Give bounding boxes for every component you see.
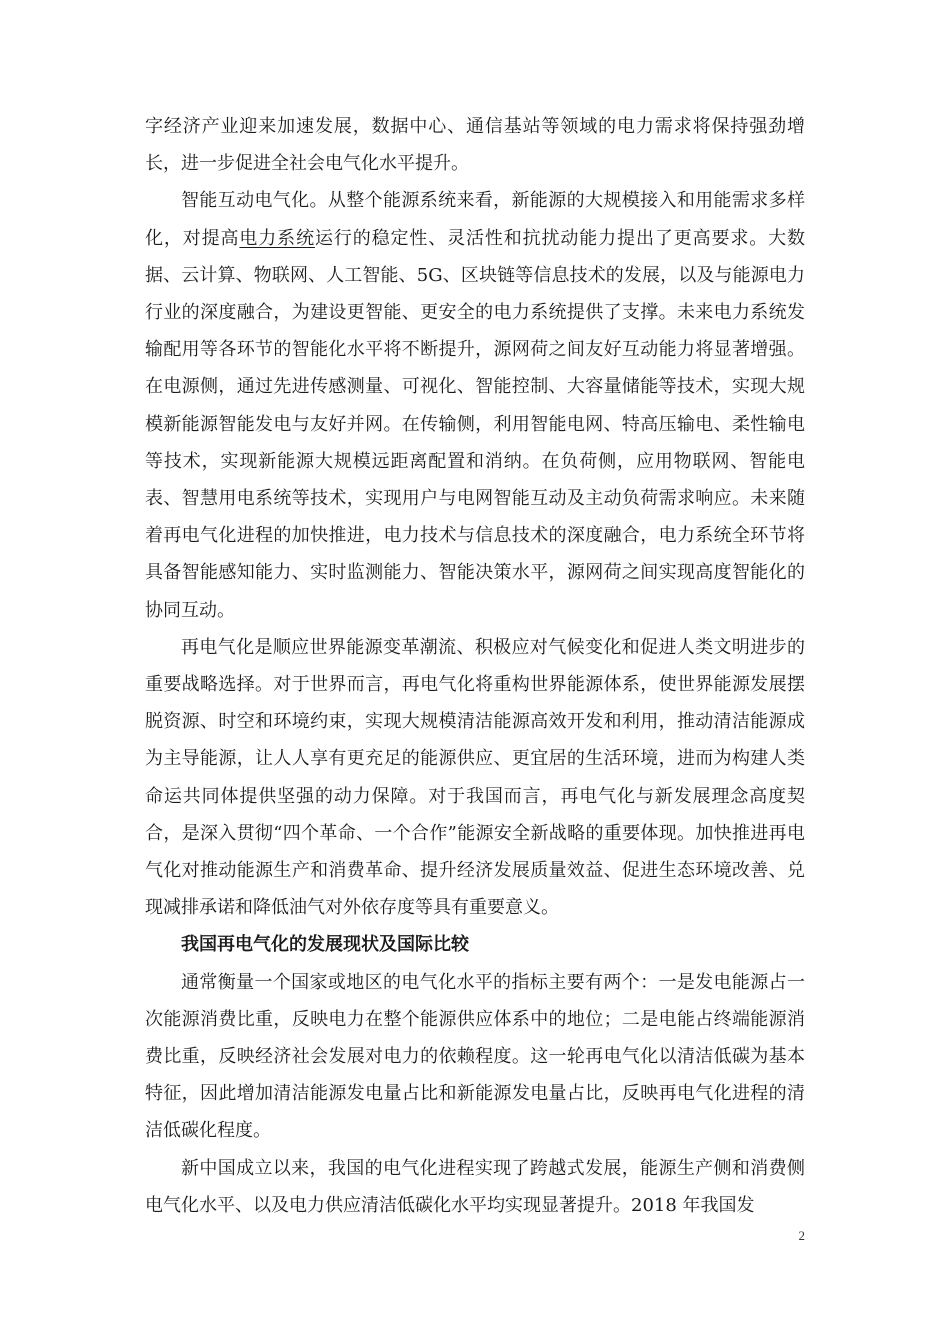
paragraph-text: 智能互动电气化。从整个能源系统来看，新能源的大规模接入和用能需求多样化，对提高 [145, 190, 805, 249]
paragraph-reelectrification-strategy: 再电气化是顺应世界能源变革潮流、积极应对气候变化和促进人类文明进步的重要战略选择。对于世界而言，再电气化将重构世界能源体系，使世界能源发展摆脱资源、时空和环境约束，实现大规模清洁能源高效开发和利用，推动清洁能源成为主导能源，让人人享有更充足的能源供应、更宜居的生活环境，进而为构建人类命运共同体提供坚强的动力保障。对于我国而言，再电气化与新发展理念高度契合，是深入贯彻“四个革命、一个合作”能源安全新战略的重要体现。加快推进再电气化对推动能源生产和消费革命、提升经济发展质量效益、促进生态环境改善、兑现减排承诺和降低油气对外依存度等具有重要意义。 [145, 636, 805, 919]
paragraph-history: 新中国成立以来，我国的电气化进程实现了跨越式发展，能源生产侧和消费侧电气化水平、以及电力供应清洁低碳化水平均实现显著提升。2018 年我国发 [145, 1157, 805, 1216]
paragraph-indicators: 通常衡量一个国家或地区的电气化水平的指标主要有两个：一是发电能源占一次能源消费比重，反映电力在整个能源供应体系中的地位；二是电能占终端能源消费比重，反映经济社会发展对电力的依赖程度。这一轮再电气化以清洁低碳为基本特征，因此增加清洁能源发电量占比和新能源发电量占比，反映再电气化进程的清洁低碳化程度。 [145, 971, 805, 1142]
power-system-link[interactable]: 电力系统 [239, 227, 315, 249]
section-heading: 我国再电气化的发展现状及国际比较 [181, 934, 469, 956]
page-number: 2 [798, 1228, 805, 1243]
document-body [145, 108, 805, 1224]
paragraph-smart-interactive [145, 182, 805, 628]
paragraph-text: 运行的稳定性、灵活性和抗扰动能力提出了更高要求。大数据、云计算、物联网、人工智能、5G、区块链等信息技术的发展，以及与能源电力行业的深度融合，为建设更智能、更安全的电力系统提供了支撑。未来电力系统发输配用等各环节的智能化水平将不断提升，源网荷之间友好互动能力将显著增强。在电源侧，通过先进传感测量、可视化、智能控制、大容量储能等技术，实现大规模新能源智能发电与友好并网。在传输侧，利用智能电网、特高压输电、柔性输电等技术，实现新能源大规模远距离配置和消纳。在负荷侧，应用物联网、智能电表、智慧用电系统等技术，实现用户与电网智能互动及主动负荷需求响应。未来随着再电气化进程的加快推进，电力技术与信息技术的深度融合，电力系统全环节将具备智能感知能力、实时监测能力、智能决策水平，源网荷之间实现高度智能化的协同互动。 [145, 227, 806, 621]
paragraph-digital-economy: 字经济产业迎来加速发展，数据中心、通信基站等领域的电力需求将保持强劲增长，进一步促进全社会电气化水平提升。 [145, 116, 805, 175]
